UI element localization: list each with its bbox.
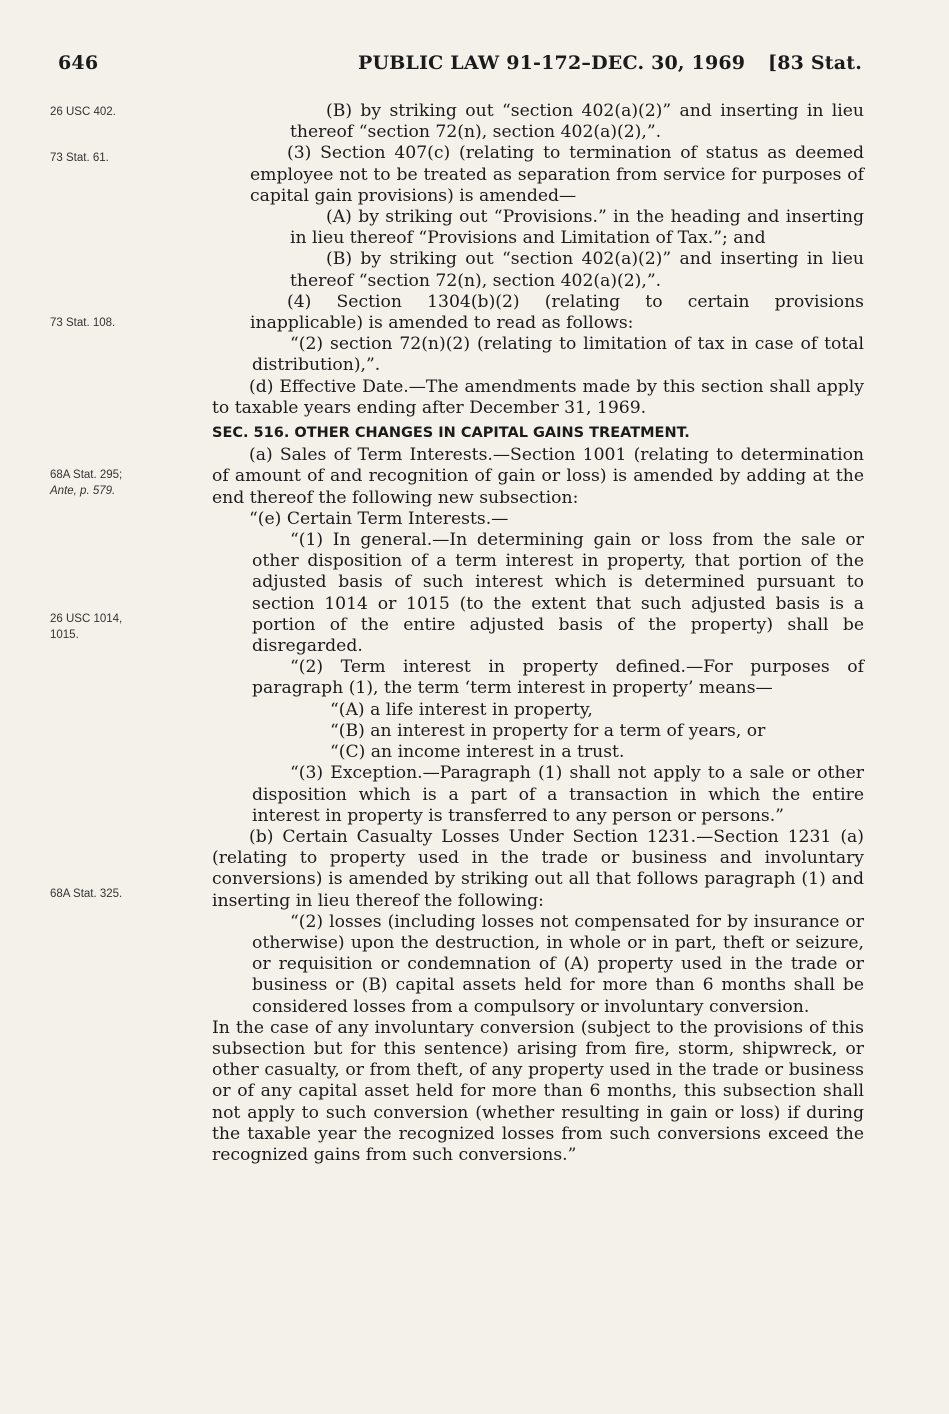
paragraph: “(2) section 72(n)(2) (relating to limitation of tax in case of total distribution),”. bbox=[252, 334, 864, 376]
paragraph: (A) by striking out “Provisions.” in the heading and inserting in lieu thereof “Provisions and Limitation of Tax.”; and bbox=[290, 207, 864, 249]
paragraph: (a) Sales of Term Interests.—Section 1001 (relating to determination of amount of and recognition of gain or loss) is amended by adding at the end thereof the following new subsection: bbox=[212, 445, 864, 508]
margin-note: 26 USC 402. bbox=[50, 106, 116, 118]
statute-text bbox=[212, 101, 864, 1166]
paragraph: (B) by striking out “section 402(a)(2)” and inserting in lieu thereof “section 72(n), section 402(a)(2),”. bbox=[290, 101, 864, 143]
margin-note: 73 Stat. 61. bbox=[50, 152, 109, 164]
paragraph: “(B) an interest in property for a term of years, or bbox=[330, 720, 766, 741]
paragraph: “(2) losses (including losses not compensated for by insurance or otherwise) upon the destruction, in whole or in part, theft or seizure, or requisition or condemnation of (A) property used in the trade or business or (B) capital assets held for more than 6 months shall be considered losses from a compulsory or involuntary conversion. bbox=[252, 911, 864, 1017]
paragraph: (4) Section 1304(b)(2) (relating to certain provisions inapplicable) is amended to read as follows: bbox=[250, 291, 864, 334]
section-heading: SEC. 516. OTHER CHANGES IN CAPITAL GAINS TREATMENT. bbox=[212, 425, 690, 442]
paragraph: (d) Effective Date.—The amendments made by this section shall apply to taxable years ending after December 31, 1969. bbox=[212, 376, 864, 418]
margin-note: 73 Stat. 108. bbox=[50, 317, 116, 329]
paragraph: “(A) a life interest in property, bbox=[330, 699, 593, 720]
volume-reference: [83 Stat. bbox=[768, 52, 863, 74]
margin-note: Ante, p. 579. bbox=[50, 485, 116, 497]
margin-note: 1015. bbox=[50, 629, 79, 641]
page-number: 646 bbox=[58, 52, 99, 74]
margin-note: 26 USC 1014, bbox=[50, 613, 123, 625]
paragraph: (B) by striking out “section 402(a)(2)” and inserting in lieu thereof “section 72(n), section 402(a)(2),”. bbox=[290, 249, 864, 291]
margin-note: 68A Stat. 295; bbox=[50, 469, 123, 481]
paragraph: “(2) Term interest in property defined.—For purposes of paragraph (1), the term ‘term interest in property’ means— bbox=[252, 657, 864, 699]
paragraph: “(e) Certain Term Interests.— bbox=[249, 508, 509, 529]
paragraph: “(3) Exception.—Paragraph (1) shall not apply to a sale or other disposition which is a part of a transaction in which the entire interest in property is transferred to any person or persons.” bbox=[252, 763, 864, 826]
margin-note: 68A Stat. 325. bbox=[50, 888, 123, 900]
paragraph: (3) Section 407(c) (relating to termination of status as deemed employee not to be treated as separation from service for purposes of capital gain provisions) is amended— bbox=[250, 143, 864, 206]
paragraph: (b) Certain Casualty Losses Under Section 1231.—Section 1231 (a) (relating to property used in the trade or business and involuntary conversions) is amended by striking out all that follows paragraph (1) and inserting in lieu thereof the following: bbox=[212, 826, 864, 911]
paragraph: In the case of any involuntary conversion (subject to the provisions of this subsection but for this sentence) arising from fire, storm, shipwreck, or other casualty, or from theft, of any property used in the trade or business or of any capital asset held for more than 6 months, this subsection shall not apply to such conversion (whether resulting in gain or loss) if during the taxable year the recognized losses from such conversions exceed the recognized gains from such conversions.” bbox=[212, 1017, 864, 1165]
paragraph: “(1) In general.—In determining gain or loss from the sale or other disposition of a term interest in property, that portion of the adjusted basis of such interest which is determined pursuant to section 1014 or 1015 (to the extent that such adjusted basis is a portion of the entire adjusted basis of the property) shall be disregarded. bbox=[252, 530, 864, 657]
paragraph: “(C) an income interest in a trust. bbox=[330, 742, 625, 763]
page-title: PUBLIC LAW 91-172–DEC. 30, 1969 bbox=[358, 52, 746, 74]
